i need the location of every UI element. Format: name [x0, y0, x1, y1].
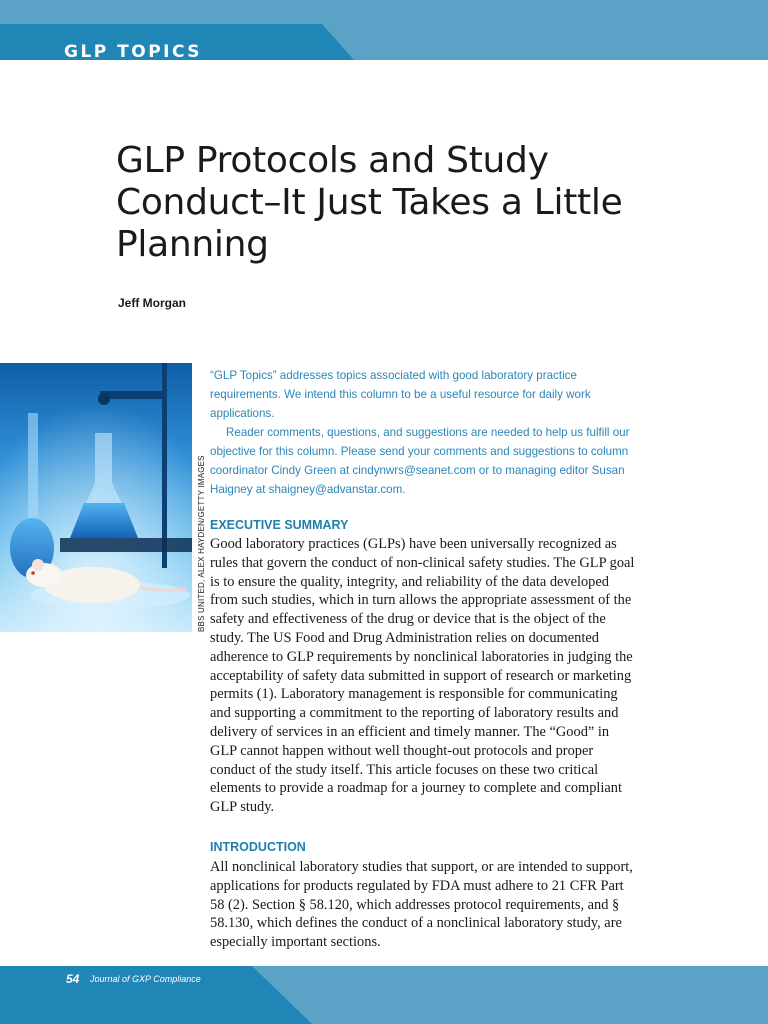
article-title: GLP Protocols and Study Conduct–It Just Takes a Little Planning — [116, 140, 623, 265]
lab-photo — [0, 363, 192, 632]
intro-paragraph: “GLP Topics” addresses topics associated with good laboratory practice requirements. We intend this column to be a useful resource for daily work applications. — [210, 369, 591, 420]
author-name: Jeff Morgan — [118, 296, 187, 310]
section-label: GLP TOPICS — [64, 42, 203, 62]
introduction-heading: INTRODUCTION — [210, 840, 306, 854]
intro-paragraph: Reader comments, questions, and suggestions are needed to help us fulfill our objective for this column. Please send your comments and suggestions to column coordinator Cindy Green at cindynwrs@seanet.com or to managing editor Susan Haigney at shaigney@advanstar.com. — [210, 426, 630, 496]
photo-credit: BBS UNITED, ALEX HAYDEN/GETTY IMAGES — [197, 455, 206, 632]
executive-summary-text: Good laboratory practices (GLPs) have been universally recognized as rules that govern the conduct of non-clinical safety studies. The GLP goal is to ensure the quality, integrity, and reliability of the data developed from such studies, which in turn allows the appropriate assessment of the safety and effectiveness of the drug or device that is the object of the study. The US Food and Drug Administration relies on documented adherence to GLP requirements by nonclinical laboratories in judging the acceptability of safety data submitted in support of research or marketing permits (1). Laboratory management is responsible for communicating and supporting a commitment to the reporting of laboratory results and delivery of services in an efficient and timely manner. The “Good” in GLP cannot happen without well thought-out protocols and proper conduct of the study itself. This article focuses on these two critical elements to provide a roadmap for a journey to complete and compliant GLP study. — [210, 536, 635, 816]
executive-summary-heading: EXECUTIVE SUMMARY — [210, 518, 349, 532]
journal-name: Journal of GXP Compliance — [90, 974, 201, 984]
lab-photo-illustration — [0, 363, 192, 632]
introduction-text: All nonclinical laboratory studies that support, or are intended to support, applications for products regulated by FDA must adhere to 21 CFR Part 58 (2). Section § 58.120, which addresses protocol requirements, and § 58.130, which defines the conduct of a nonclinical laboratory study, are especially important sections. — [210, 859, 633, 951]
column-intro — [210, 366, 640, 499]
page-number: 54 — [66, 972, 80, 986]
